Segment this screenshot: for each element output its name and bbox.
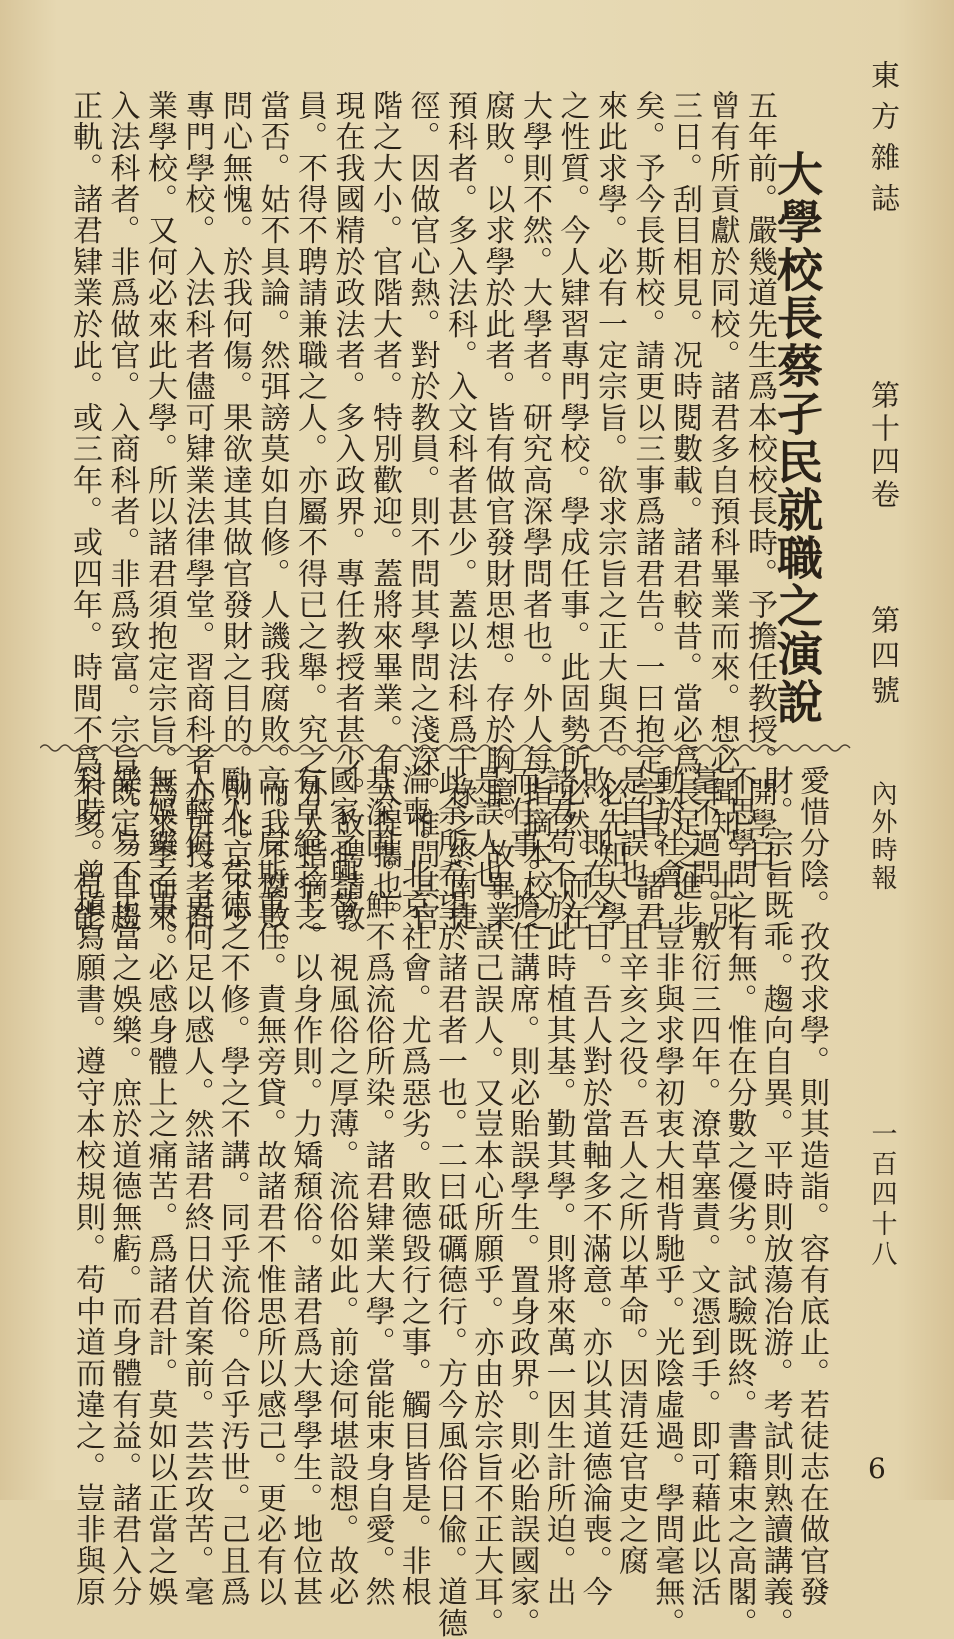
text-column: 問心無愧。於我何傷。果欲達其做官發財之目的。則北京不少	[217, 90, 252, 933]
text-column: 入法科者。非爲做官。入商科者。非爲致富。宗旨既定。自趨	[104, 90, 140, 933]
page-number-arabic: 6	[868, 1452, 886, 1485]
text-column: 勵人。苟德之不修。學之不講。同乎流俗。合乎汚世。己且爲	[214, 765, 250, 1608]
text-column: 來此求學。必有一定宗旨。欲求宗旨之正大與否。必先知大學	[592, 90, 627, 933]
running-header	[858, 60, 908, 1485]
text-column: 樂。易不正當之娛樂。庶於道德無虧。而身體有益。諸君入分	[106, 765, 142, 1608]
text-column: 愛惜分陰。孜孜求學。則其造詣。容有底止。若徒志在做官發	[794, 765, 829, 1608]
text-column: 業學校。又何必來此大學。所以諸君須抱定宗旨。爲求學而來。	[142, 90, 177, 964]
text-column: 諸君苟不於此時植其基。勤其學。則將來萬一因生計所迫。出	[540, 765, 576, 1608]
text-column: 動於社會。豈非與求學初衷大相背馳乎。光陰虛過。學問毫無。	[649, 765, 685, 1639]
text-column: 當否。姑不具論。然弭謗莫如自修。人譏我腐敗。而我不腐敗。	[254, 90, 290, 964]
text-column: 曾有所貢獻於同校。諸君多自預科畢業而來。想必聞知。士別	[704, 90, 740, 933]
text-column: 此余所希望於諸君者一也。二曰砥礪德行。方今風俗日偸。道德	[432, 765, 467, 1639]
text-column: 員。不得不聘請兼職之人。亦屬不得已之舉。究之外人指摘之	[292, 90, 327, 933]
text-column: 之性質。今人肄習專門學校。學成任事。此固勢所必然。而在	[554, 90, 590, 933]
text-column: 科時。曾塡寫願書。遵守本校規則。苟中道而違之。豈非與原	[70, 765, 105, 1608]
text-column: 基深固。鮮不爲流俗所染。諸君肄業大學。當能束身自愛。然	[359, 765, 395, 1608]
text-column: 淪喪。北京社會。尤爲惡劣。敗德毀行之事。觸目皆是。非根	[395, 765, 431, 1608]
text-column: 矣。予今長斯校。請更以三事爲諸君告。一曰抱定宗旨。諸君	[629, 90, 665, 933]
text-column: 敗。即在今日。吾人對於當軸多不滿意。亦以其道德淪喪。今	[576, 765, 612, 1608]
article-upper-block	[50, 90, 830, 964]
text-column: 人輕侮。更何足以感人。然諸君終日伏首案前。芸芸攻苦。毫	[178, 765, 214, 1608]
journal-title: 東方雜誌	[867, 60, 901, 224]
text-column: 國家之興替。視風俗之厚薄。流俗如此。前途何堪設想。故必	[323, 765, 359, 1608]
text-column: 財。宗旨既乖。趨向自異。平時則放蕩冶游。考試則熟讀講義。	[757, 765, 793, 1639]
text-column: 而任事。擔任講席。則必貽誤學生。置身政界。則必貽誤國家。	[504, 765, 540, 1639]
section-label: 內外時報	[867, 780, 897, 892]
volume-label: 第十四卷	[867, 380, 901, 512]
text-column: 三日。刮目相見。况時閱數載。諸君較昔。當必爲長足之進步	[667, 90, 702, 933]
text-column: 腐敗。以求學於此者。皆有做官發財思想。存於胸臆。故畢業	[479, 90, 515, 933]
text-column: 現在我國精於政法者。多入政界。專任教授者甚少。故聘請教	[329, 90, 365, 933]
text-column: 徑。因做官心熱。對於教員。則不問其學問之淺深。惟問其官	[404, 90, 440, 933]
text-column: 大學則不然。大學者。研究高深學問者也。外人每指摘本校之	[517, 90, 552, 933]
text-column: 無娛樂之事。必感身體上之痛苦。爲諸君計。莫如以正當之娛	[142, 765, 178, 1608]
text-column: 正軌。諸君肄業於此。或三年。或四年。時間不爲不多。苟能	[67, 90, 102, 933]
text-column: 毫不過問。敷衍三四年。潦草塞責。文憑到手。即可藉此以活	[685, 765, 721, 1608]
text-column: 是自誤也。且辛亥之役。吾人之所以革命。因清廷官吏之腐	[613, 765, 648, 1577]
text-column: 高。肩斯重任。責無旁貸。故諸君不惟思所以感己。更必有以	[251, 765, 286, 1608]
text-column: 有卓絕之士。以身作則。力矯頹俗。諸君爲大學學生。地位甚	[287, 765, 323, 1608]
text-column: 不思學問之有無。惟在分數之優劣。試驗既終。書籍束之高閣。	[721, 765, 757, 1639]
text-column: 專門學校。入法科者儘可肄業法律學堂。習商科者亦可投考商	[179, 90, 215, 933]
section-divider	[40, 742, 852, 754]
issue-label: 第四號	[867, 605, 901, 710]
article-title: 大學校長蔡孑民就職之演說	[770, 150, 824, 726]
text-column: 是誤人也。誤己誤人。又豈本心所願乎。亦由於宗旨不正大耳。	[468, 765, 504, 1639]
text-column: 五年前。嚴幾道先生爲本校校長時。予擔任教授。開學日。	[742, 90, 777, 902]
text-column: 階之大小。官階大者。特別歡迎。蓋將來畢業。有人提攜也。	[367, 90, 402, 933]
text-column: 預科者。多入法科。入文科者甚少。蓋以法科爲干祿之終南捷	[442, 90, 477, 933]
article-lower-block	[50, 765, 830, 1639]
page-number-chinese: 一百四十八	[867, 1120, 897, 1270]
